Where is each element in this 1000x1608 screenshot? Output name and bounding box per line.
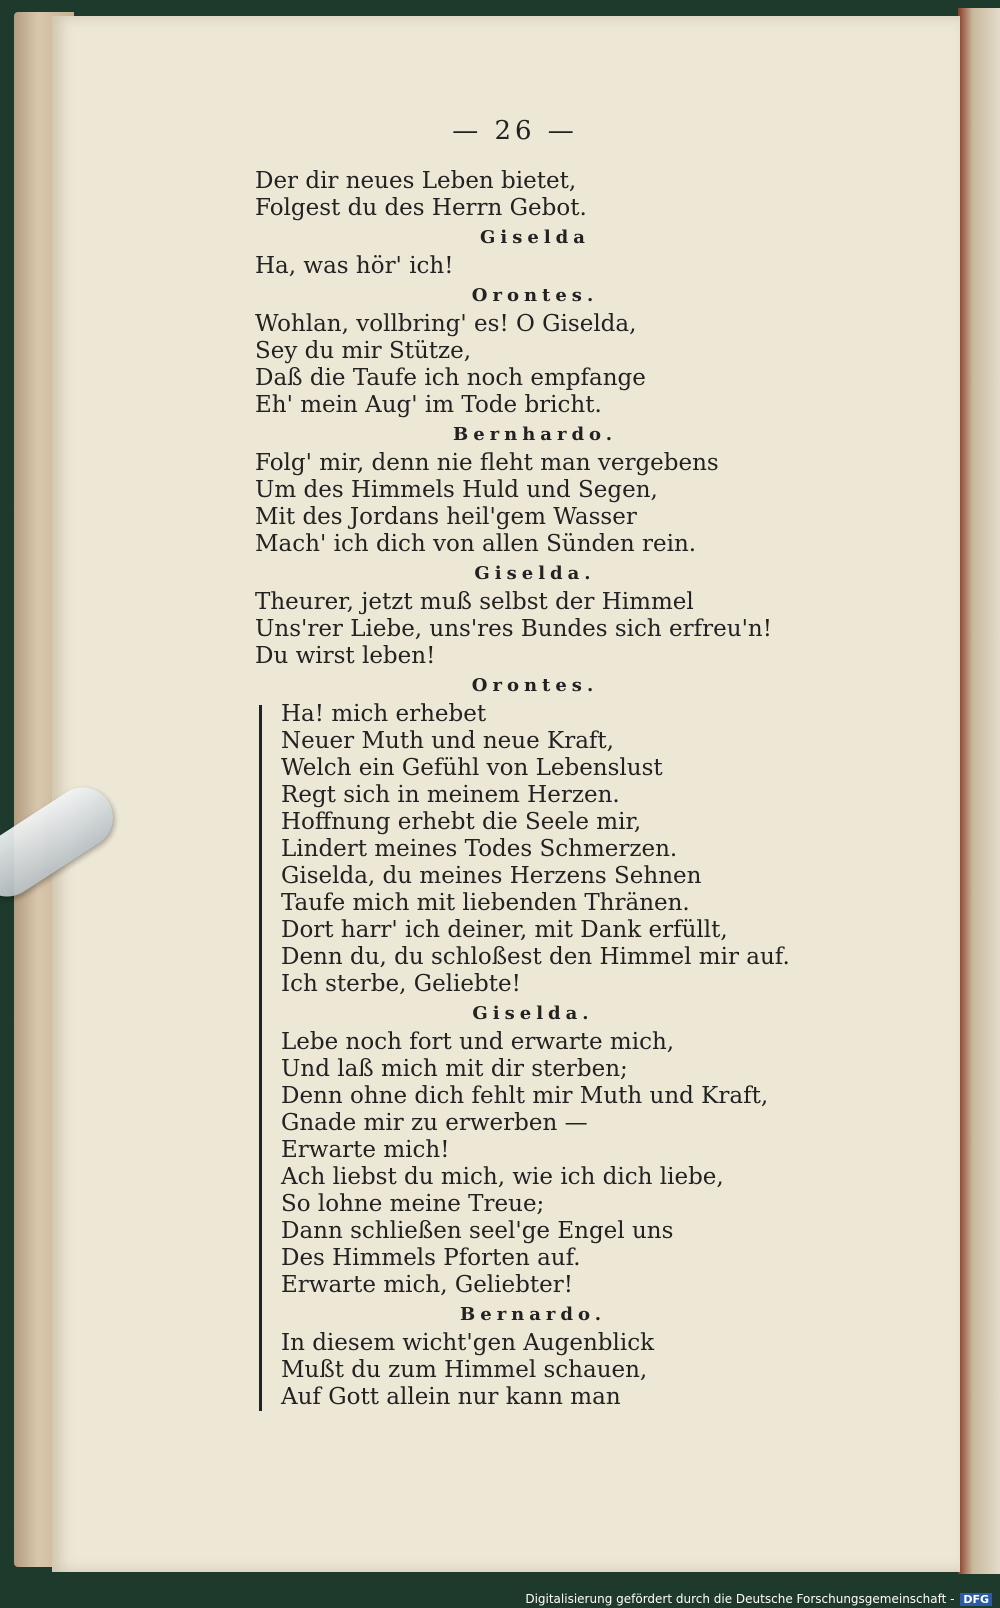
verse-line: Folg' mir, denn nie fleht man vergebens (255, 450, 719, 476)
speaker-name: Orontes. (471, 285, 599, 306)
speaker-name: Giselda (480, 227, 590, 248)
verse-line: Taufe mich mit liebenden Thränen. (281, 890, 690, 916)
verse-line: Erwarte mich, Geliebter! (281, 1272, 573, 1298)
verse-line: So lohne meine Treue; (281, 1191, 545, 1217)
digitization-credit (525, 1592, 992, 1606)
verse-line: Mit des Jordans heil'gem Wasser (255, 504, 637, 530)
page-text (255, 116, 815, 1411)
verse-line: Mach' ich dich von allen Sünden rein. (255, 531, 697, 557)
speaker-name: Bernhardo. (452, 424, 617, 445)
verse-line: Gnade mir zu erwerben — (281, 1110, 588, 1136)
verse-line: Auf Gott allein nur kann man (281, 1384, 621, 1410)
verse-line: Ha! mich erhebet (281, 701, 487, 727)
verse-line: Daß die Taufe ich noch empfange (255, 365, 646, 391)
verse-line: Neuer Muth und neue Kraft, (281, 728, 614, 754)
bracketed-duet (251, 701, 815, 1411)
credit-text: Digitalisierung gefördert durch die Deutsche Forschungsgemeinschaft - (525, 1592, 955, 1606)
verse-line: Lebe noch fort und erwarte mich, (281, 1029, 675, 1055)
verse-line: Und laß mich mit dir sterben; (281, 1056, 628, 1082)
verse-line: Folgest du des Herrn Gebot. (255, 195, 587, 221)
verse-line: Hoffnung erhebt die Seele mir, (281, 809, 642, 835)
verse-line: Denn du, du schloßest den Himmel mir auf. (281, 944, 790, 970)
verse-line: Dann schließen seel'ge Engel uns (281, 1218, 674, 1244)
verse-line: Sey du mir Stütze, (255, 338, 472, 364)
speaker-name: Giselda. (474, 563, 596, 584)
verse-line: Welch ein Gefühl von Lebenslust (281, 755, 663, 781)
right-page-edge (958, 8, 1000, 1574)
bracket-mark (259, 705, 272, 1411)
dfg-logo: DFG (960, 1593, 992, 1606)
verse-line: Um des Himmels Huld und Segen, (255, 477, 658, 503)
verse-line: Giselda, du meines Herzens Sehnen (281, 863, 702, 889)
verse-line: Regt sich in meinem Herzen. (281, 782, 620, 808)
verse-line: In diesem wicht'gen Augenblick (281, 1330, 655, 1356)
verse-line: Uns'rer Liebe, uns'res Bundes sich erfreu'n! (255, 616, 772, 642)
verse-line: Dort harr' ich deiner, mit Dank erfüllt, (281, 917, 728, 943)
verse-line: Eh' mein Aug' im Tode bricht. (255, 392, 602, 418)
verse-line: Ich sterbe, Geliebte! (281, 971, 521, 997)
verse-line: Theurer, jetzt muß selbst der Himmel (255, 589, 694, 615)
speaker-name: Bernardo. (460, 1304, 606, 1325)
verse-line: Ha, was hör' ich! (255, 253, 454, 279)
verse-line: Des Himmels Pforten auf. (281, 1245, 581, 1271)
verse-line: Erwarte mich! (281, 1137, 450, 1163)
page-number: — 26 — (452, 116, 578, 146)
verse-line: Denn ohne dich fehlt mir Muth und Kraft, (281, 1083, 769, 1109)
verse-line: Mußt du zum Himmel schauen, (281, 1357, 648, 1383)
speaker-name: Giselda. (472, 1003, 594, 1024)
speaker-name: Orontes. (471, 675, 599, 696)
verse-line: Der dir neues Leben bietet, (255, 168, 577, 194)
verse-line: Ach liebst du mich, wie ich dich liebe, (281, 1164, 724, 1190)
verse-line: Du wirst leben! (255, 643, 436, 669)
verse-block-0 (255, 168, 815, 222)
verse-line: Lindert meines Todes Schmerzen. (281, 836, 678, 862)
verse-line: Wohlan, vollbring' es! O Giselda, (255, 311, 637, 337)
